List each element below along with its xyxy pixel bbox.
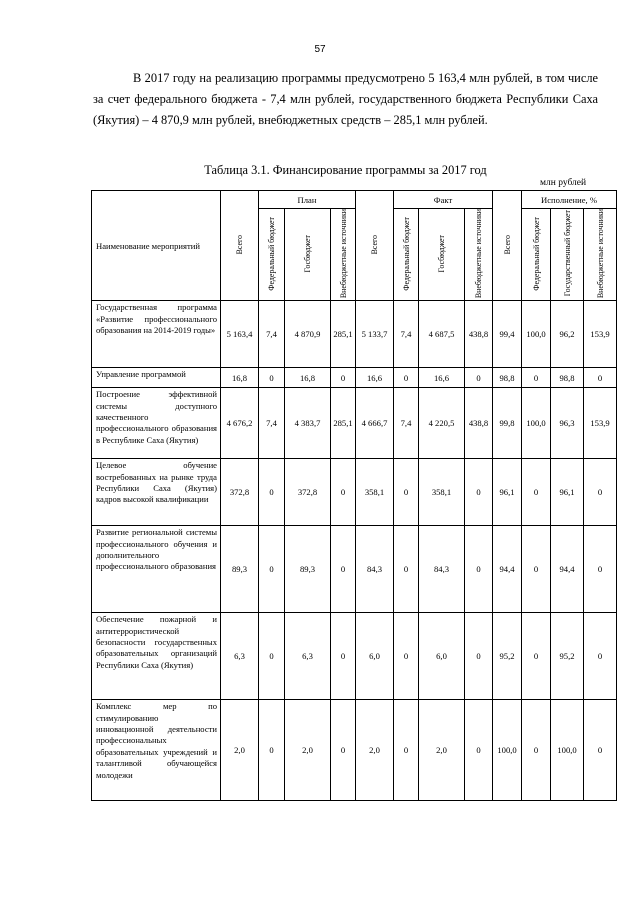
row-value: 4 666,7	[356, 388, 394, 459]
row-value: 0	[259, 613, 285, 700]
header-plan-federal: Федеральный бюджет	[259, 209, 285, 301]
row-value: 6,0	[356, 613, 394, 700]
header-execution: Исполнение, %	[522, 191, 617, 209]
table-row	[92, 526, 617, 613]
row-value: 2,0	[419, 700, 465, 801]
row-value: 0	[522, 526, 551, 613]
row-value: 0	[331, 613, 356, 700]
row-value: 7,4	[259, 388, 285, 459]
row-value: 0	[259, 459, 285, 526]
header-plan-total: Всего	[221, 191, 259, 301]
row-value: 16,6	[356, 368, 394, 388]
table-row	[92, 700, 617, 801]
row-value: 7,4	[394, 301, 419, 368]
row-value: 89,3	[285, 526, 331, 613]
row-value: 285,1	[331, 388, 356, 459]
row-value: 0	[259, 368, 285, 388]
row-value: 0	[584, 459, 617, 526]
row-value: 0	[331, 459, 356, 526]
table-row	[92, 613, 617, 700]
row-value: 98,8	[493, 368, 522, 388]
row-value: 95,2	[551, 613, 584, 700]
row-value: 372,8	[285, 459, 331, 526]
financing-table	[91, 190, 617, 801]
header-plan-extrabudget: Внебюджетные источники	[331, 209, 356, 301]
row-value: 98,8	[551, 368, 584, 388]
row-value: 372,8	[221, 459, 259, 526]
header-fact: Факт	[394, 191, 493, 209]
page-number: 57	[314, 44, 326, 55]
row-value: 94,4	[493, 526, 522, 613]
row-value: 96,1	[493, 459, 522, 526]
row-value: 0	[259, 526, 285, 613]
table-row	[92, 388, 617, 459]
row-value: 7,4	[394, 388, 419, 459]
row-value: 0	[331, 368, 356, 388]
row-value: 5 133,7	[356, 301, 394, 368]
header-fact-gosbudget: Госбюджет	[419, 209, 465, 301]
header-exec-extrabudget: Внебюджетные источники	[584, 209, 617, 301]
row-value: 285,1	[331, 301, 356, 368]
header-exec-federal: Федеральный бюджет	[522, 209, 551, 301]
row-name: Целевое обучение востребованных на рынке труда Республики Саха (Якутия) кадров высокой квалификации	[92, 459, 221, 526]
row-value: 96,3	[551, 388, 584, 459]
row-value: 0	[331, 700, 356, 801]
row-value: 96,1	[551, 459, 584, 526]
row-value: 16,8	[221, 368, 259, 388]
table-row	[92, 368, 617, 388]
table-row	[92, 459, 617, 526]
header-exec-total: Всего	[493, 191, 522, 301]
row-value: 100,0	[522, 388, 551, 459]
row-value: 0	[394, 700, 419, 801]
row-value: 0	[584, 526, 617, 613]
row-value: 4 383,7	[285, 388, 331, 459]
header-fact-extrabudget: Внебюджетные источники	[465, 209, 493, 301]
row-value: 4 220,5	[419, 388, 465, 459]
header-fact-total: Всего	[356, 191, 394, 301]
row-name: Комплекс мер по стимулированию инновационной деятельности профессиональных образовательных учреждений и талантливой обучающейся молодежи	[92, 700, 221, 801]
row-value: 0	[394, 526, 419, 613]
row-value: 0	[394, 368, 419, 388]
row-value: 6,3	[221, 613, 259, 700]
table-row	[92, 301, 617, 368]
row-value: 358,1	[419, 459, 465, 526]
row-value: 0	[331, 526, 356, 613]
row-value: 0	[522, 459, 551, 526]
row-value: 0	[259, 700, 285, 801]
row-value: 153,9	[584, 301, 617, 368]
row-value: 6,3	[285, 613, 331, 700]
row-value: 0	[394, 613, 419, 700]
row-value: 0	[394, 459, 419, 526]
row-value: 4 687,5	[419, 301, 465, 368]
row-value: 0	[465, 459, 493, 526]
row-value: 99,8	[493, 388, 522, 459]
row-value: 100,0	[493, 700, 522, 801]
header-fact-federal: Федеральный бюджет	[394, 209, 419, 301]
table-caption: Таблица 3.1. Финансирование программы за 2017 год	[204, 163, 487, 177]
row-value: 0	[584, 613, 617, 700]
row-value: 84,3	[419, 526, 465, 613]
row-value: 16,8	[285, 368, 331, 388]
row-value: 0	[465, 700, 493, 801]
row-value: 438,8	[465, 301, 493, 368]
row-value: 4 676,2	[221, 388, 259, 459]
row-value: 100,0	[551, 700, 584, 801]
row-value: 99,4	[493, 301, 522, 368]
row-value: 0	[522, 368, 551, 388]
row-value: 0	[584, 700, 617, 801]
row-value: 153,9	[584, 388, 617, 459]
header-plan-gosbudget: Госбюджет	[285, 209, 331, 301]
row-value: 94,4	[551, 526, 584, 613]
row-value: 95,2	[493, 613, 522, 700]
row-value: 5 163,4	[221, 301, 259, 368]
row-name: Построение эффективной системы доступного качественного профессионального образования в Республике Саха (Якутия)	[92, 388, 221, 459]
row-value: 84,3	[356, 526, 394, 613]
row-value: 0	[465, 368, 493, 388]
row-value: 0	[522, 613, 551, 700]
row-value: 7,4	[259, 301, 285, 368]
units-label: млн рублей	[540, 178, 587, 188]
row-value: 2,0	[221, 700, 259, 801]
row-value: 2,0	[356, 700, 394, 801]
row-value: 6,0	[419, 613, 465, 700]
row-value: 0	[465, 613, 493, 700]
row-name: Обеспечение пожарной и антитеррористической безопасности государственных образовательных организаций Республики Саха (Якутия)	[92, 613, 221, 700]
header-exec-state-budget: Государственный бюджет	[551, 209, 584, 301]
header-plan: План	[259, 191, 356, 209]
row-name: Управление программой	[92, 368, 221, 388]
row-value: 438,8	[465, 388, 493, 459]
intro-paragraph: В 2017 году на реализацию программы предусмотрено 5 163,4 млн рублей, в том числе за счет федерального бюджета - 7,4 млн рублей, государственного бюджета Республики Саха (Якутия) – 4 870,9 млн рублей, внебюджетных средств – 285,1 млн рублей.	[93, 71, 598, 127]
row-value: 0	[584, 368, 617, 388]
row-name: Развитие региональной системы профессионального обучения и дополнительного профессионального образования	[92, 526, 221, 613]
row-value: 89,3	[221, 526, 259, 613]
row-value: 0	[465, 526, 493, 613]
row-value: 0	[522, 700, 551, 801]
row-value: 4 870,9	[285, 301, 331, 368]
row-value: 16,6	[419, 368, 465, 388]
row-value: 2,0	[285, 700, 331, 801]
row-value: 100,0	[522, 301, 551, 368]
header-name-col: Наименование мероприятий	[92, 191, 221, 301]
row-value: 358,1	[356, 459, 394, 526]
row-value: 96,2	[551, 301, 584, 368]
row-name: Государственная программа «Развитие профессионального образования на 2014-2019 годы»	[92, 301, 221, 368]
